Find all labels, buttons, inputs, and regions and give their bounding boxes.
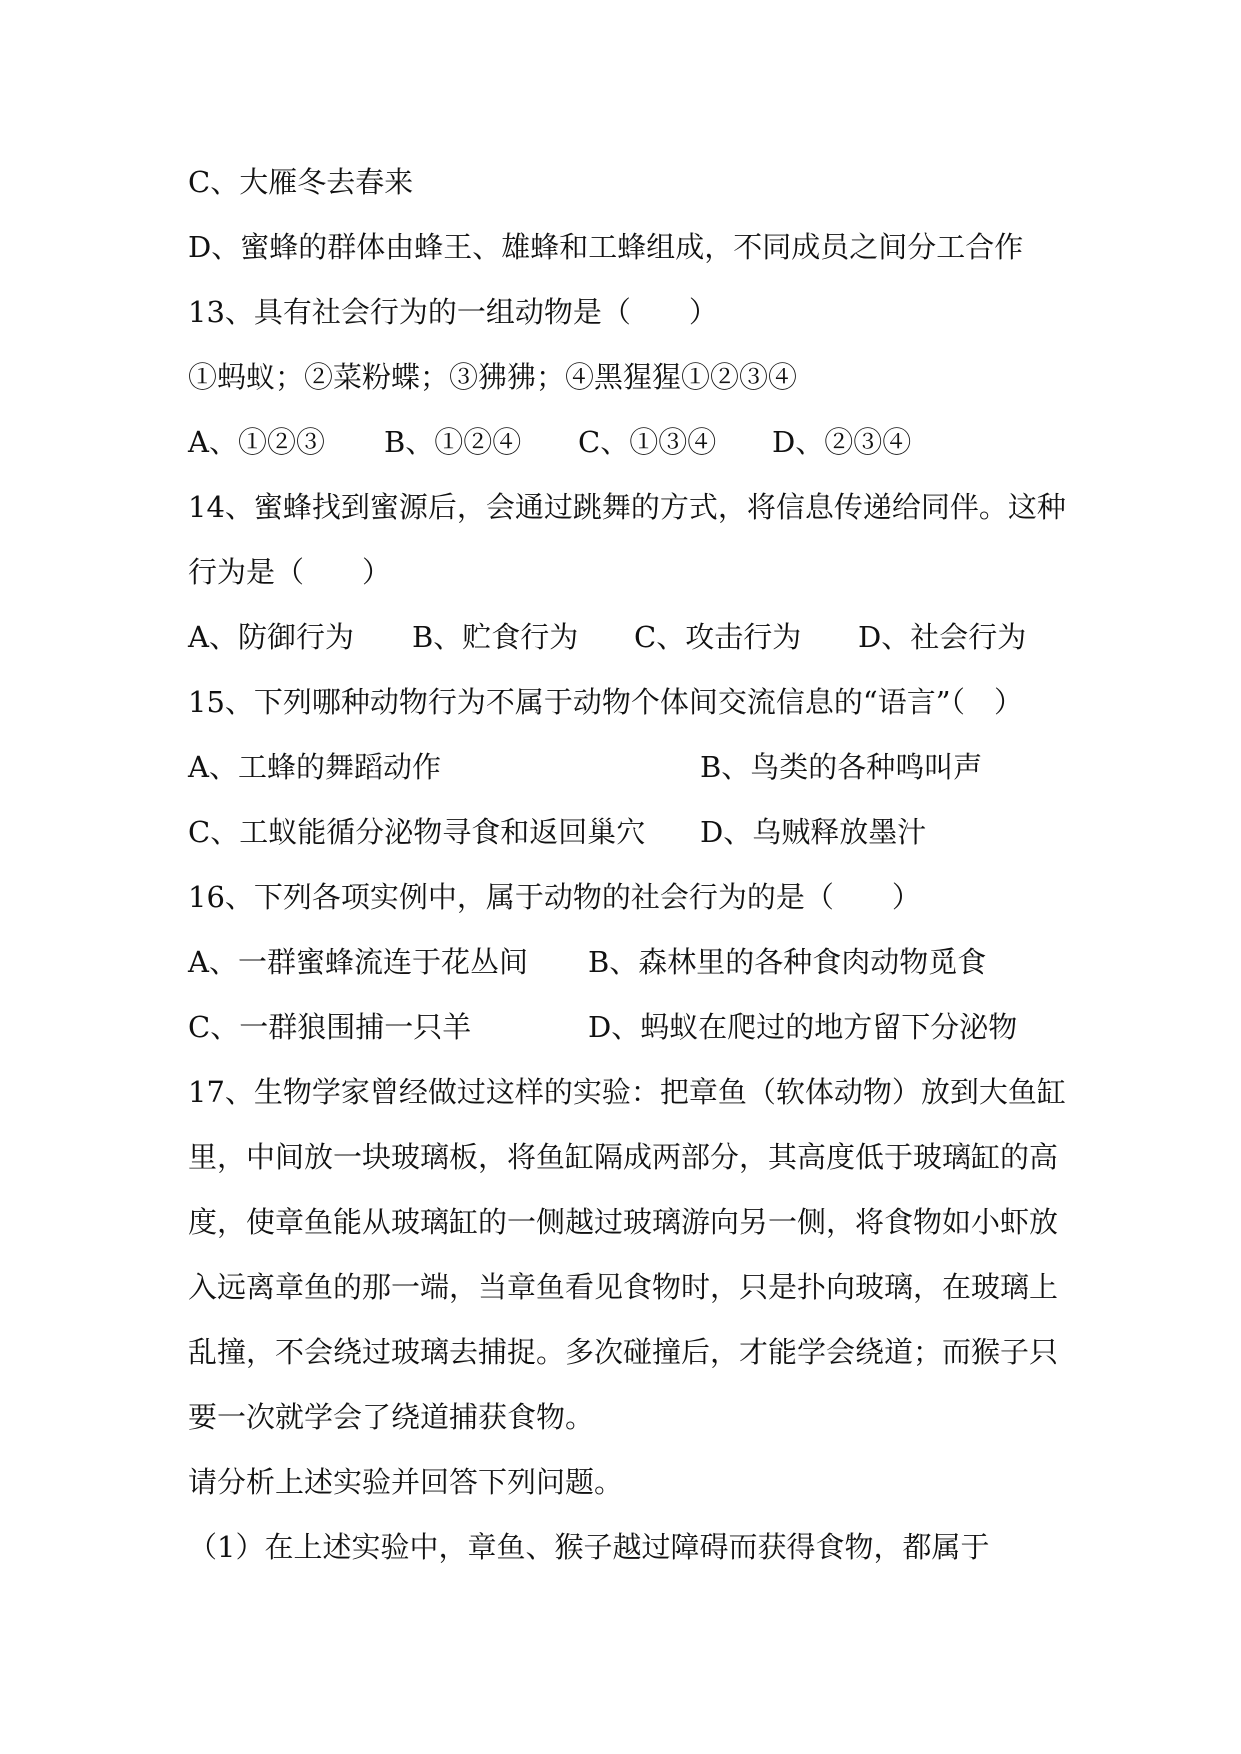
question-13-items: ①蚂蚁；②菜粉蝶；③狒狒；④黑猩猩①②③④ [188,360,798,394]
question-17-line: 度，使章鱼能从玻璃缸的一侧越过玻璃游向另一侧，将食物如小虾放 [188,1205,1059,1239]
q15-option-b: B、鸟类的各种鸣叫声 [700,750,983,784]
option-line: C、大雁冬去春来 [188,165,414,199]
q15-option-d: D、乌贼释放墨汁 [700,815,927,849]
q13-option-a: A、①②③ [188,425,325,459]
question-17-line: 里，中间放一块玻璃板，将鱼缸隔成两部分，其高度低于玻璃缸的高 [188,1140,1059,1174]
q14-option-b: B、贮食行为 [412,620,579,654]
question-17-line: 乱撞，不会绕过玻璃去捕捉。多次碰撞后，才能学会绕道；而猴子只 [188,1335,1059,1369]
q13-option-d: D、②③④ [772,425,912,459]
question-14: 14、蜜蜂找到蜜源后，会通过跳舞的方式，将信息传递给同伴。这种 [188,490,1066,524]
question-14-cont: 行为是（ ） [188,555,392,589]
q13-option-b: B、①②④ [384,425,522,459]
q14-option-a: A、防御行为 [188,620,354,654]
q15-option-c: C、工蚁能循分泌物寻食和返回巢穴 [188,815,646,849]
question-17-part-1: （1）在上述实验中，章鱼、猴子越过障碍而获得食物，都属于 [188,1530,990,1564]
question-13: 13、具有社会行为的一组动物是（ ） [188,295,718,329]
option-line: D、蜜蜂的群体由蜂王、雄蜂和工蜂组成，不同成员之间分工合作 [188,230,1024,264]
q15-option-a: A、工蜂的舞蹈动作 [188,750,441,784]
q13-option-c: C、①③④ [578,425,717,459]
question-17-prompt: 请分析上述实验并回答下列问题。 [188,1465,624,1499]
question-16: 16、下列各项实例中，属于动物的社会行为的是（ ） [188,880,921,914]
question-17-line: 入远离章鱼的那一端，当章鱼看见食物时，只是扑向玻璃，在玻璃上 [188,1270,1059,1304]
question-17: 17、生物学家曾经做过这样的实验：把章鱼（软体动物）放到大鱼缸 [188,1075,1066,1109]
q16-option-b: B、森林里的各种食肉动物觅食 [588,945,987,979]
q16-option-d: D、蚂蚁在爬过的地方留下分泌物 [588,1010,1018,1044]
q16-option-a: A、一群蜜蜂流连于花丛间 [188,945,528,979]
question-15: 15、下列哪种动物行为不属于动物个体间交流信息的“语言”（ ） [188,685,1024,719]
question-17-line: 要一次就学会了绕道捕获食物。 [188,1400,595,1434]
q14-option-d: D、社会行为 [858,620,1027,654]
q14-option-c: C、攻击行为 [634,620,802,654]
q16-option-c: C、一群狼围捕一只羊 [188,1010,472,1044]
